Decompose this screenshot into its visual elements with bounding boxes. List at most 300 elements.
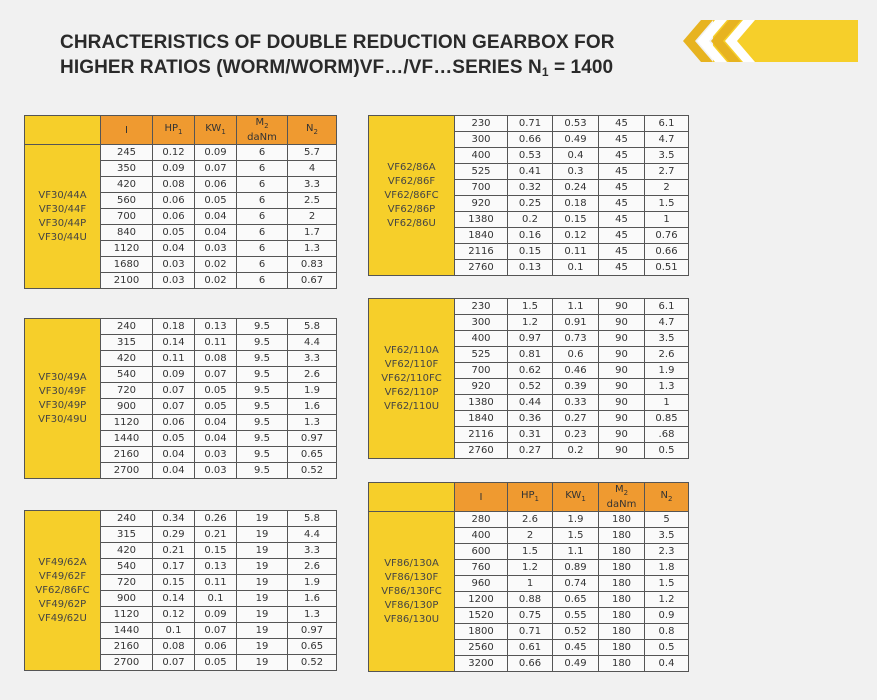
ratio-cell: 600 — [455, 544, 508, 560]
speed-cell: 4.7 — [645, 132, 689, 148]
kw-cell: 0.15 — [195, 543, 237, 559]
header-subscript: 1 — [178, 127, 183, 136]
torque-cell: 19 — [237, 591, 288, 607]
speed-cell: 1 — [645, 212, 689, 228]
kw-cell: 0.27 — [553, 411, 599, 427]
hp-cell: 0.04 — [153, 463, 195, 479]
speed-cell: 1.3 — [288, 415, 337, 431]
speed-cell: 0.85 — [645, 411, 689, 427]
model-name: VF62/110F — [384, 358, 439, 370]
torque-cell: 180 — [599, 512, 645, 528]
torque-cell: 19 — [237, 607, 288, 623]
torque-cell: 19 — [237, 655, 288, 671]
title-line-2-text: HIGHER RATIOS (WORM/WORM)VF…/VF…SERIES N — [60, 57, 542, 78]
ratio-cell: 960 — [455, 576, 508, 592]
header-text: M — [255, 117, 265, 128]
hp-cell: 0.07 — [153, 399, 195, 415]
ratio-cell: 840 — [101, 225, 153, 241]
speed-cell: 0.65 — [288, 447, 337, 463]
kw-cell: 1.5 — [553, 528, 599, 544]
model-name: VF62/86FC — [35, 584, 90, 596]
torque-cell: 180 — [599, 624, 645, 640]
kw-cell: 0.13 — [195, 559, 237, 575]
hp-cell: 0.29 — [153, 527, 195, 543]
speed-cell: 2 — [645, 180, 689, 196]
speed-cell: 4.4 — [288, 335, 337, 351]
kw-cell: 0.11 — [195, 575, 237, 591]
ratio-cell: 2116 — [455, 427, 508, 443]
kw-cell: 0.49 — [553, 656, 599, 672]
hp-cell: 0.81 — [508, 347, 553, 363]
hp-cell: 0.97 — [508, 331, 553, 347]
model-cell — [25, 511, 101, 671]
hp-cell: 0.06 — [153, 415, 195, 431]
speed-cell: 0.5 — [645, 640, 689, 656]
hp-cell: 0.44 — [508, 395, 553, 411]
header-m2 — [237, 116, 288, 145]
ratio-cell: 525 — [455, 164, 508, 180]
header-kw — [195, 116, 237, 145]
model-name: VF62/86P — [387, 203, 436, 215]
model-name: VF49/62F — [38, 570, 87, 582]
model-name: VF62/86FC — [384, 189, 439, 201]
header-unit: daNm — [247, 132, 277, 143]
ratio-cell: 1680 — [101, 257, 153, 273]
header-subscript: 1 — [534, 494, 540, 503]
hp-cell: 2.6 — [508, 512, 553, 528]
torque-cell: 6 — [237, 225, 288, 241]
ratio-cell: 420 — [101, 543, 153, 559]
model-name: VF30/44P — [38, 217, 87, 229]
torque-cell: 6 — [237, 241, 288, 257]
torque-cell: 19 — [237, 623, 288, 639]
header-m2 — [599, 483, 645, 512]
torque-cell: 90 — [599, 443, 645, 459]
speed-cell: 0.52 — [288, 655, 337, 671]
speed-cell: 0.67 — [288, 273, 337, 289]
ratio-cell: 700 — [101, 209, 153, 225]
header-text: KW — [205, 122, 222, 134]
torque-cell: 180 — [599, 656, 645, 672]
torque-cell: 6 — [237, 145, 288, 161]
kw-cell: 0.4 — [553, 148, 599, 164]
speed-cell: 1.6 — [288, 591, 337, 607]
kw-cell: 0.09 — [195, 145, 237, 161]
ratio-cell: 525 — [455, 347, 508, 363]
model-name: VF62/110FC — [381, 372, 442, 384]
kw-cell: 0.65 — [553, 592, 599, 608]
ratio-cell: 420 — [101, 351, 153, 367]
kw-cell: 1.9 — [553, 512, 599, 528]
ratio-cell: 245 — [101, 145, 153, 161]
speed-cell: 3.5 — [645, 528, 689, 544]
model-cell — [25, 145, 101, 289]
spec-table-vf49-62 — [24, 510, 337, 671]
kw-cell: 1.1 — [553, 544, 599, 560]
page-title — [60, 30, 680, 85]
model-name: VF30/49A — [38, 371, 87, 383]
hp-cell: 0.15 — [153, 575, 195, 591]
ratio-cell: 1440 — [101, 623, 153, 639]
torque-cell: 9.5 — [237, 383, 288, 399]
speed-cell: 2.7 — [645, 164, 689, 180]
header-subscript: 2 — [264, 122, 269, 130]
ratio-cell: 2760 — [455, 260, 508, 276]
speed-cell: 1.7 — [288, 225, 337, 241]
kw-cell: 0.24 — [553, 180, 599, 196]
torque-cell: 180 — [599, 608, 645, 624]
model-name: VF62/86F — [387, 175, 436, 187]
speed-cell: 1.6 — [288, 399, 337, 415]
speed-cell: 0.97 — [288, 623, 337, 639]
torque-cell: 90 — [599, 331, 645, 347]
torque-cell: 45 — [599, 132, 645, 148]
hp-cell: 0.52 — [508, 379, 553, 395]
torque-cell: 19 — [237, 527, 288, 543]
torque-cell: 9.5 — [237, 415, 288, 431]
torque-cell: 45 — [599, 180, 645, 196]
header-unit: daNm — [606, 499, 637, 510]
speed-cell: 5.8 — [288, 319, 337, 335]
hp-cell: 0.62 — [508, 363, 553, 379]
table-row — [369, 512, 689, 528]
hp-cell: 0.09 — [153, 367, 195, 383]
kw-cell: 0.04 — [195, 209, 237, 225]
spec-table-vf86-130 — [368, 482, 689, 672]
torque-cell: 6 — [237, 209, 288, 225]
speed-cell: 0.51 — [645, 260, 689, 276]
torque-cell: 90 — [599, 315, 645, 331]
title-line-1: CHRACTERISTICS OF DOUBLE REDUCTION GEARBOX FOR — [60, 32, 615, 53]
kw-cell: 0.3 — [553, 164, 599, 180]
hp-cell: 0.05 — [153, 431, 195, 447]
ratio-cell: 400 — [455, 148, 508, 164]
kw-cell: 0.18 — [553, 196, 599, 212]
kw-cell: 0.03 — [195, 241, 237, 257]
kw-cell: 0.09 — [195, 607, 237, 623]
speed-cell: 4.4 — [288, 527, 337, 543]
torque-cell: 9.5 — [237, 431, 288, 447]
model-name: VF62/110A — [384, 344, 439, 356]
ratio-cell: 1840 — [455, 228, 508, 244]
kw-cell: 0.07 — [195, 623, 237, 639]
model-name: VF30/49U — [38, 413, 87, 425]
ratio-cell: 230 — [455, 299, 508, 315]
model-name: VF49/62A — [38, 556, 87, 568]
ratio-cell: 720 — [101, 383, 153, 399]
hp-cell: 0.12 — [153, 607, 195, 623]
kw-cell: 0.06 — [195, 639, 237, 655]
hp-cell: 0.1 — [153, 623, 195, 639]
model-cell — [369, 299, 455, 459]
torque-cell: 6 — [237, 161, 288, 177]
table-row — [25, 145, 337, 161]
torque-cell: 9.5 — [237, 463, 288, 479]
hp-cell: 0.36 — [508, 411, 553, 427]
header-n2 — [288, 116, 337, 145]
speed-cell: 1.5 — [645, 576, 689, 592]
hp-cell: 0.2 — [508, 212, 553, 228]
hp-cell: 0.15 — [508, 244, 553, 260]
ratio-cell: 700 — [455, 180, 508, 196]
torque-cell: 9.5 — [237, 335, 288, 351]
ratio-cell: 280 — [455, 512, 508, 528]
speed-cell: 0.65 — [288, 639, 337, 655]
header-subscript: 2 — [668, 494, 673, 503]
hp-cell: 0.66 — [508, 656, 553, 672]
spec-table-vf30-49 — [24, 318, 337, 479]
torque-cell: 90 — [599, 379, 645, 395]
header-subscript: 2 — [623, 489, 629, 497]
hp-cell: 0.16 — [508, 228, 553, 244]
kw-cell: 0.03 — [195, 447, 237, 463]
hp-cell: 0.08 — [153, 177, 195, 193]
kw-cell: 0.33 — [553, 395, 599, 411]
kw-cell: 0.49 — [553, 132, 599, 148]
hp-cell: 0.07 — [153, 655, 195, 671]
hp-cell: 0.32 — [508, 180, 553, 196]
table-row — [369, 116, 689, 132]
kw-cell: 1.1 — [553, 299, 599, 315]
ratio-cell: 2700 — [101, 655, 153, 671]
speed-cell: 2.3 — [645, 544, 689, 560]
speed-cell: 4 — [288, 161, 337, 177]
title-subscript: 1 — [541, 65, 549, 79]
kw-cell: 0.13 — [195, 319, 237, 335]
speed-cell: 0.76 — [645, 228, 689, 244]
table-header-row — [25, 116, 337, 145]
torque-cell: 90 — [599, 347, 645, 363]
torque-cell: 19 — [237, 543, 288, 559]
torque-cell: 9.5 — [237, 351, 288, 367]
speed-cell: 1.5 — [645, 196, 689, 212]
torque-cell: 90 — [599, 411, 645, 427]
speed-cell: 5.7 — [288, 145, 337, 161]
kw-cell: 0.04 — [195, 431, 237, 447]
torque-cell: 6 — [237, 257, 288, 273]
ratio-cell: 315 — [101, 527, 153, 543]
model-cell — [369, 512, 455, 672]
hp-cell: 0.06 — [153, 193, 195, 209]
header-i — [455, 483, 508, 512]
kw-cell: 0.23 — [553, 427, 599, 443]
hp-cell: 0.06 — [153, 209, 195, 225]
ratio-cell: 300 — [455, 132, 508, 148]
speed-cell: .68 — [645, 427, 689, 443]
kw-cell: 0.39 — [553, 379, 599, 395]
ratio-cell: 1440 — [101, 431, 153, 447]
model-name: VF86/130A — [384, 557, 439, 569]
model-name: VF62/86U — [387, 217, 436, 229]
model-name: VF30/49P — [38, 399, 87, 411]
model-cell — [25, 319, 101, 479]
hp-cell: 0.11 — [153, 351, 195, 367]
torque-cell: 19 — [237, 559, 288, 575]
hp-cell: 0.34 — [153, 511, 195, 527]
hp-cell: 0.07 — [153, 383, 195, 399]
kw-cell: 0.46 — [553, 363, 599, 379]
model-name: VF86/130U — [383, 613, 440, 625]
header-subscript: 1 — [581, 494, 586, 503]
hp-cell: 0.12 — [153, 145, 195, 161]
kw-cell: 0.05 — [195, 193, 237, 209]
ratio-cell: 3200 — [455, 656, 508, 672]
chevron-banner-icon — [683, 20, 858, 62]
kw-cell: 0.1 — [553, 260, 599, 276]
ratio-cell: 1200 — [455, 592, 508, 608]
hp-cell: 1.5 — [508, 299, 553, 315]
ratio-cell: 1800 — [455, 624, 508, 640]
speed-cell: 1.8 — [645, 560, 689, 576]
speed-cell: 2 — [288, 209, 337, 225]
speed-cell: 3.5 — [645, 331, 689, 347]
ratio-cell: 920 — [455, 196, 508, 212]
model-name: VF49/62U — [38, 612, 87, 624]
ratio-cell: 760 — [455, 560, 508, 576]
torque-cell: 9.5 — [237, 447, 288, 463]
header-text: N — [660, 489, 668, 501]
spec-table-vf62-86 — [368, 115, 689, 276]
header-corner — [369, 483, 455, 512]
hp-cell: 1 — [508, 576, 553, 592]
kw-cell: 0.06 — [195, 177, 237, 193]
kw-cell: 0.89 — [553, 560, 599, 576]
ratio-cell: 2560 — [455, 640, 508, 656]
kw-cell: 0.6 — [553, 347, 599, 363]
torque-cell: 19 — [237, 511, 288, 527]
hp-cell: 0.03 — [153, 273, 195, 289]
speed-cell: 6.1 — [645, 116, 689, 132]
model-name: VF62/86A — [387, 161, 436, 173]
kw-cell: 0.53 — [553, 116, 599, 132]
kw-cell: 0.04 — [195, 225, 237, 241]
speed-cell: 3.5 — [645, 148, 689, 164]
hp-cell: 0.31 — [508, 427, 553, 443]
torque-cell: 45 — [599, 260, 645, 276]
torque-cell: 90 — [599, 395, 645, 411]
hp-cell: 0.25 — [508, 196, 553, 212]
speed-cell: 0.5 — [645, 443, 689, 459]
table-row — [25, 319, 337, 335]
speed-cell: 2.6 — [288, 559, 337, 575]
hp-cell: 0.14 — [153, 335, 195, 351]
speed-cell: 4.7 — [645, 315, 689, 331]
hp-cell: 0.61 — [508, 640, 553, 656]
hp-cell: 0.53 — [508, 148, 553, 164]
ratio-cell: 700 — [455, 363, 508, 379]
header-subscript: 1 — [221, 127, 226, 136]
kw-cell: 0.91 — [553, 315, 599, 331]
model-name: VF49/62P — [38, 598, 87, 610]
torque-cell: 180 — [599, 592, 645, 608]
kw-cell: 0.03 — [195, 463, 237, 479]
hp-cell: 0.27 — [508, 443, 553, 459]
kw-cell: 0.26 — [195, 511, 237, 527]
hp-cell: 1.2 — [508, 315, 553, 331]
torque-cell: 9.5 — [237, 399, 288, 415]
model-name: VF30/44F — [38, 203, 87, 215]
torque-cell: 6 — [237, 273, 288, 289]
hp-cell: 0.13 — [508, 260, 553, 276]
title-line-2 — [60, 55, 680, 85]
model-name: VF86/130F — [384, 571, 439, 583]
speed-cell: 1.9 — [288, 575, 337, 591]
hp-cell: 0.03 — [153, 257, 195, 273]
model-name: VF62/110U — [383, 400, 440, 412]
hp-cell: 0.18 — [153, 319, 195, 335]
hp-cell: 0.08 — [153, 639, 195, 655]
hp-cell: 0.17 — [153, 559, 195, 575]
header-hp — [153, 116, 195, 145]
ratio-cell: 420 — [101, 177, 153, 193]
ratio-cell: 540 — [101, 367, 153, 383]
torque-cell: 45 — [599, 116, 645, 132]
kw-cell: 0.73 — [553, 331, 599, 347]
torque-cell: 9.5 — [237, 367, 288, 383]
ratio-cell: 2100 — [101, 273, 153, 289]
ratio-cell: 240 — [101, 511, 153, 527]
torque-cell: 45 — [599, 164, 645, 180]
ratio-cell: 1840 — [455, 411, 508, 427]
ratio-cell: 1120 — [101, 415, 153, 431]
speed-cell: 1 — [645, 395, 689, 411]
speed-cell: 2.6 — [288, 367, 337, 383]
spec-table-vf62-110 — [368, 298, 689, 459]
speed-cell: 6.1 — [645, 299, 689, 315]
hp-cell: 0.09 — [153, 161, 195, 177]
hp-cell: 0.75 — [508, 608, 553, 624]
torque-cell: 19 — [237, 575, 288, 591]
ratio-cell: 2760 — [455, 443, 508, 459]
kw-cell: 0.55 — [553, 608, 599, 624]
kw-cell: 0.08 — [195, 351, 237, 367]
hp-cell: 0.41 — [508, 164, 553, 180]
speed-cell: 5 — [645, 512, 689, 528]
ratio-cell: 920 — [455, 379, 508, 395]
kw-cell: 0.02 — [195, 257, 237, 273]
ratio-cell: 900 — [101, 591, 153, 607]
ratio-cell: 240 — [101, 319, 153, 335]
torque-cell: 90 — [599, 427, 645, 443]
kw-cell: 0.12 — [553, 228, 599, 244]
torque-cell: 45 — [599, 196, 645, 212]
kw-cell: 0.07 — [195, 161, 237, 177]
model-name: VF62/110P — [384, 386, 439, 398]
header-text: I — [479, 491, 483, 503]
torque-cell: 180 — [599, 528, 645, 544]
speed-cell: 0.4 — [645, 656, 689, 672]
hp-cell: 2 — [508, 528, 553, 544]
hp-cell: 0.71 — [508, 116, 553, 132]
kw-cell: 0.52 — [553, 624, 599, 640]
header-hp — [508, 483, 553, 512]
kw-cell: 0.21 — [195, 527, 237, 543]
kw-cell: 0.1 — [195, 591, 237, 607]
speed-cell: 0.66 — [645, 244, 689, 260]
header-subscript: 2 — [313, 127, 318, 136]
torque-cell: 90 — [599, 363, 645, 379]
header-text: N — [306, 122, 314, 134]
model-name: VF30/44U — [38, 231, 87, 243]
ratio-cell: 560 — [101, 193, 153, 209]
header-n2 — [645, 483, 689, 512]
ratio-cell: 2160 — [101, 447, 153, 463]
spec-table-vf30-44 — [24, 115, 337, 289]
kw-cell: 0.04 — [195, 415, 237, 431]
kw-cell: 0.02 — [195, 273, 237, 289]
model-cell — [369, 116, 455, 276]
model-name: VF30/49F — [38, 385, 87, 397]
